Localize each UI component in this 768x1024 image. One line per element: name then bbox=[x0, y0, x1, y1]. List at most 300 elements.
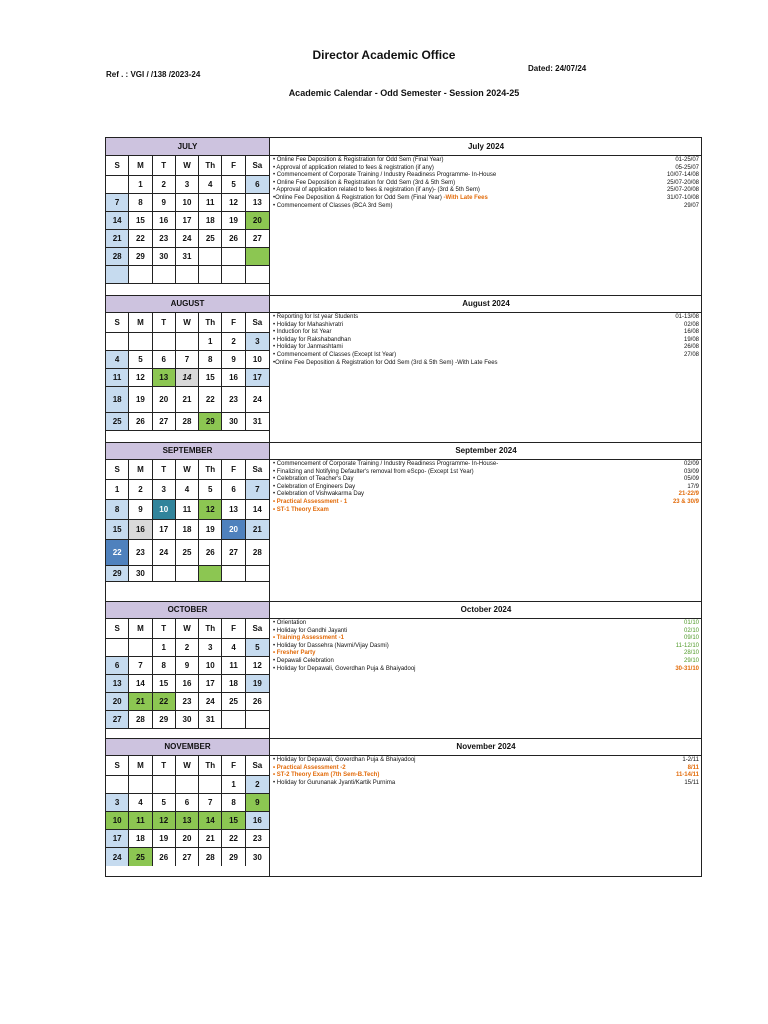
weekday-header: M bbox=[129, 460, 152, 480]
event-date: 11-14/11 bbox=[675, 772, 699, 779]
event-date: 09/10 bbox=[683, 635, 699, 642]
day-cell: 3 bbox=[246, 333, 269, 351]
day-cell: 14 bbox=[129, 675, 152, 693]
empty-day-cell bbox=[153, 333, 176, 351]
event-date: 15/11 bbox=[684, 779, 699, 786]
month-separator bbox=[106, 738, 701, 739]
weekday-header: Sa bbox=[246, 460, 269, 480]
day-cell: 24 bbox=[153, 540, 176, 566]
event-text: •Online Fee Deposition & Registration for Odd Sem (3rd & 5th Sem) -With Late Fees bbox=[273, 359, 498, 366]
day-cell: 8 bbox=[106, 500, 129, 520]
events-panel-september bbox=[270, 442, 702, 601]
weekday-header: W bbox=[176, 460, 199, 480]
month-separator bbox=[106, 442, 701, 443]
event-date: 01-25/07 bbox=[675, 157, 699, 163]
day-cell: 26 bbox=[129, 413, 152, 431]
day-cell: 20 bbox=[153, 387, 176, 413]
event-row bbox=[273, 329, 699, 337]
weekday-header: S bbox=[106, 460, 129, 480]
day-cell: 13 bbox=[246, 194, 269, 212]
event-date: 30-31/10 bbox=[675, 665, 699, 672]
event-text: • Practical Assessment -2 bbox=[273, 764, 346, 771]
empty-day-cell bbox=[199, 248, 222, 266]
event-row bbox=[273, 469, 699, 477]
event-text: • Depawali Celebration bbox=[273, 657, 334, 664]
day-cell: 22 bbox=[106, 540, 129, 566]
event-row bbox=[273, 757, 699, 765]
event-text: • Commencement of Classes (BCA 3rd Sem) bbox=[273, 202, 393, 209]
event-row bbox=[273, 172, 699, 180]
day-cell: 26 bbox=[222, 230, 245, 248]
day-cell: 11 bbox=[106, 369, 129, 387]
day-cell: 10 bbox=[199, 657, 222, 675]
empty-day-cell bbox=[199, 776, 222, 794]
events-list bbox=[270, 756, 702, 787]
day-cell: 17 bbox=[106, 830, 129, 848]
day-cell: 18 bbox=[129, 830, 152, 848]
day-cell: 16 bbox=[246, 812, 269, 830]
day-cell: 3 bbox=[153, 480, 176, 500]
office-title: Director Academic Office bbox=[312, 48, 456, 62]
day-cell: 5 bbox=[199, 480, 222, 500]
day-cell: 6 bbox=[176, 794, 199, 812]
day-cell: 22 bbox=[199, 387, 222, 413]
weekday-header: T bbox=[153, 756, 176, 776]
day-cell: 27 bbox=[246, 230, 269, 248]
day-cell: 3 bbox=[106, 794, 129, 812]
day-cell: 10 bbox=[246, 351, 269, 369]
day-cell: 30 bbox=[153, 248, 176, 266]
day-cell: 18 bbox=[199, 212, 222, 230]
event-row bbox=[273, 765, 699, 773]
day-cell: 24 bbox=[199, 693, 222, 711]
event-date: 26/08 bbox=[683, 344, 699, 351]
day-cell: 29 bbox=[106, 566, 129, 582]
empty-day-cell bbox=[246, 566, 269, 582]
day-cell: 8 bbox=[129, 194, 152, 212]
event-text: • Holiday for Dassehra (Navmi/Vijay Dasmi) bbox=[273, 642, 389, 649]
day-cell: 6 bbox=[153, 351, 176, 369]
event-text: •Online Fee Deposition & Registration for Odd Sem (Final Year) -With Late Fees bbox=[273, 194, 488, 201]
month-name: NOVEMBER bbox=[106, 738, 269, 756]
day-cell: 16 bbox=[153, 212, 176, 230]
day-cell: 1 bbox=[222, 776, 245, 794]
empty-day-cell bbox=[129, 333, 152, 351]
weekday-header: F bbox=[222, 619, 245, 639]
weekday-header: F bbox=[222, 156, 245, 176]
event-text: • Approval of application related to fees & registration (if any)- (3rd & 5th Sem) bbox=[273, 187, 480, 194]
event-text: • Approval of application related to fees & registration (if any) bbox=[273, 164, 434, 171]
events-month-title: July 2024 bbox=[270, 138, 702, 156]
weekday-header: W bbox=[176, 156, 199, 176]
event-text: • Holiday for Janmashtami bbox=[273, 344, 343, 351]
day-cell: 25 bbox=[106, 413, 129, 431]
day-cell: 30 bbox=[252, 852, 262, 862]
day-cell: 1 bbox=[199, 333, 222, 351]
day-cell: 9 bbox=[246, 794, 269, 812]
day-cell: 7 bbox=[199, 794, 222, 812]
day-cell: 17 bbox=[246, 369, 269, 387]
event-text: • Practical Assessment - 1 bbox=[273, 498, 348, 505]
day-cell: 4 bbox=[129, 794, 152, 812]
day-cell: 10 bbox=[153, 500, 176, 520]
day-cell: 13 bbox=[153, 369, 176, 387]
weekday-header: M bbox=[129, 756, 152, 776]
day-cell: 28 bbox=[129, 711, 152, 729]
day-cell: 2 bbox=[129, 480, 152, 500]
event-date: 03/09 bbox=[683, 468, 699, 475]
empty-day-cell bbox=[153, 776, 176, 794]
event-text: • Holiday for Depawali, Goverdhan Puja & Bhaiyadooj bbox=[273, 665, 416, 672]
event-row bbox=[273, 650, 699, 658]
empty-day-cell bbox=[106, 776, 129, 794]
day-cell: 16 bbox=[129, 520, 152, 540]
weekday-header: S bbox=[106, 619, 129, 639]
day-cell: 28 bbox=[199, 848, 222, 866]
event-row bbox=[273, 314, 699, 322]
empty-day-cell bbox=[176, 776, 199, 794]
events-panel-october bbox=[270, 601, 702, 738]
event-row bbox=[273, 180, 699, 188]
day-cell: 4 bbox=[106, 351, 129, 369]
event-date: 02/09 bbox=[683, 461, 699, 467]
month-name: JULY bbox=[106, 138, 269, 156]
month-calendar-july bbox=[106, 138, 270, 295]
event-row bbox=[273, 658, 699, 666]
day-cell: 8 bbox=[222, 794, 245, 812]
event-date: 21-22/9 bbox=[678, 491, 699, 498]
month-calendar-november bbox=[106, 738, 270, 876]
month-grid bbox=[106, 313, 269, 431]
weekday-header: Th bbox=[199, 313, 222, 333]
event-text: • Holiday for Gandhi Jayanti bbox=[273, 627, 348, 634]
event-row bbox=[273, 203, 699, 211]
event-row bbox=[273, 165, 699, 173]
day-cell: 19 bbox=[222, 212, 245, 230]
month-separator bbox=[106, 601, 701, 602]
day-cell: 17 bbox=[153, 520, 176, 540]
weekday-header: F bbox=[222, 460, 245, 480]
day-cell: 22 bbox=[129, 230, 152, 248]
day-cell: 13 bbox=[176, 812, 199, 830]
empty-day-cell bbox=[106, 266, 129, 284]
event-text: • Online Fee Deposition & Registration for Odd Sem (3rd & 5th Sem) bbox=[273, 179, 456, 186]
empty-day-cell bbox=[222, 266, 245, 284]
weekday-header: F bbox=[222, 756, 245, 776]
day-cell: 19 bbox=[199, 520, 222, 540]
events-list bbox=[270, 619, 702, 673]
day-cell: 11 bbox=[176, 500, 199, 520]
day-cell: 12 bbox=[246, 657, 269, 675]
month-name: OCTOBER bbox=[106, 601, 269, 619]
events-panel-november bbox=[270, 738, 702, 876]
month-grid bbox=[106, 756, 269, 866]
event-date: 17/9 bbox=[687, 483, 699, 490]
day-cell: 13 bbox=[106, 675, 129, 693]
day-cell: 23 bbox=[246, 830, 269, 848]
event-text: • Finalizing and Notifying Defaulter's removal from eScpo- (Except 1st Year) bbox=[273, 468, 474, 475]
day-cell: 5 bbox=[129, 351, 152, 369]
event-row bbox=[273, 491, 699, 499]
event-text: • Holiday for Depawali, Goverdhan Puja & Bhaiyadooj bbox=[273, 757, 416, 763]
event-date: 02/10 bbox=[683, 627, 699, 634]
day-cell: 27 bbox=[176, 848, 199, 866]
events-month-title: November 2024 bbox=[270, 738, 702, 756]
day-cell: 15 bbox=[199, 369, 222, 387]
event-row bbox=[273, 187, 699, 195]
day-cell: 15 bbox=[222, 812, 245, 830]
event-text: • Commencement of Corporate Training / Industry Readiness Programme- In-House- bbox=[273, 461, 499, 467]
weekday-header: S bbox=[106, 313, 129, 333]
event-row bbox=[273, 620, 699, 628]
day-cell: 12 bbox=[129, 369, 152, 387]
day-cell: 17 bbox=[176, 212, 199, 230]
day-cell: 25 bbox=[222, 693, 245, 711]
event-row bbox=[273, 344, 699, 352]
day-cell: 5 bbox=[153, 794, 176, 812]
event-date: 11-12/10 bbox=[675, 642, 699, 649]
reference-number: Ref . : VGI / /138 /2023-24 bbox=[106, 70, 201, 79]
weekday-header: T bbox=[153, 460, 176, 480]
day-cell: 2 bbox=[222, 333, 245, 351]
event-date: 8/11 bbox=[687, 764, 699, 771]
day-cell: 4 bbox=[199, 176, 222, 194]
events-list bbox=[270, 313, 702, 367]
day-cell: 20 bbox=[246, 212, 269, 230]
weekday-header: M bbox=[129, 619, 152, 639]
weekday-header: Th bbox=[199, 156, 222, 176]
event-row bbox=[273, 499, 699, 507]
event-row bbox=[273, 507, 699, 515]
month-separator bbox=[106, 295, 701, 296]
event-row bbox=[273, 360, 699, 368]
event-row bbox=[273, 461, 699, 469]
event-date: 19/08 bbox=[683, 336, 699, 343]
day-cell: 26 bbox=[153, 848, 176, 866]
day-cell: 21 bbox=[199, 830, 222, 848]
day-cell: 8 bbox=[153, 657, 176, 675]
day-cell: 20 bbox=[222, 520, 245, 540]
empty-day-cell bbox=[129, 639, 152, 657]
event-text: • Celebration of Engineers Day bbox=[273, 483, 356, 490]
day-cell: 16 bbox=[176, 675, 199, 693]
weekday-header: W bbox=[176, 313, 199, 333]
day-cell: 9 bbox=[129, 500, 152, 520]
day-cell: 15 bbox=[153, 675, 176, 693]
events-panel-july bbox=[270, 138, 702, 295]
event-text: • Commencement of Corporate Training / Industry Readiness Programme- In-House bbox=[273, 172, 497, 179]
event-text: • Celebration of Vishwakarma Day bbox=[273, 491, 365, 498]
day-cell: 23 bbox=[129, 540, 152, 566]
day-cell: 9 bbox=[176, 657, 199, 675]
event-text: • Orientation bbox=[273, 620, 307, 626]
month-name: AUGUST bbox=[106, 295, 269, 313]
day-cell: 24 bbox=[176, 230, 199, 248]
event-text: • Online Fee Deposition & Registration for Odd Sem (Final Year) bbox=[273, 157, 444, 163]
event-text: • Induction for Ist Year bbox=[273, 329, 332, 336]
weekday-header: S bbox=[106, 156, 129, 176]
event-date: 29/10 bbox=[683, 657, 699, 664]
event-text: • ST-1 Theory Exam bbox=[273, 506, 329, 513]
day-cell: 27 bbox=[106, 711, 129, 729]
event-date: 01/10 bbox=[683, 620, 699, 626]
event-row bbox=[273, 666, 699, 674]
day-cell: 1 bbox=[153, 639, 176, 657]
month-calendar-october bbox=[106, 601, 270, 738]
day-cell: 27 bbox=[153, 413, 176, 431]
day-cell: 23 bbox=[153, 230, 176, 248]
empty-day-cell bbox=[106, 176, 129, 194]
day-cell: 2 bbox=[176, 639, 199, 657]
event-date: 25/07-20/08 bbox=[666, 187, 699, 194]
day-cell: 3 bbox=[199, 639, 222, 657]
day-cell: 7 bbox=[106, 194, 129, 212]
events-list bbox=[270, 156, 702, 210]
event-date: 01-13/08 bbox=[675, 314, 699, 320]
event-date: 02/08 bbox=[683, 321, 699, 328]
event-row bbox=[273, 628, 699, 636]
day-cell: 17 bbox=[199, 675, 222, 693]
event-text: • Celebration of Teacher's Day bbox=[273, 476, 354, 483]
day-cell: 28 bbox=[106, 248, 129, 266]
day-cell: 18 bbox=[106, 387, 129, 413]
event-date: 23 & 30/9 bbox=[672, 498, 699, 505]
event-text: • Fresher Party bbox=[273, 650, 316, 657]
day-cell: 2 bbox=[153, 176, 176, 194]
empty-day-cell bbox=[246, 248, 269, 266]
event-date: 1-2/11 bbox=[682, 757, 699, 763]
day-cell: 12 bbox=[153, 812, 176, 830]
day-cell: 25 bbox=[176, 540, 199, 566]
day-cell: 18 bbox=[176, 520, 199, 540]
weekday-header: S bbox=[106, 756, 129, 776]
day-cell: 12 bbox=[222, 194, 245, 212]
day-cell: 22 bbox=[153, 693, 176, 711]
event-date: 16/08 bbox=[683, 329, 699, 336]
day-cell: 7 bbox=[246, 480, 269, 500]
weekday-header: Sa bbox=[246, 156, 269, 176]
day-cell: 23 bbox=[176, 693, 199, 711]
month-grid bbox=[106, 619, 269, 729]
day-cell: 15 bbox=[129, 212, 152, 230]
empty-day-cell bbox=[246, 711, 269, 729]
day-cell: 7 bbox=[176, 351, 199, 369]
day-cell: 5 bbox=[222, 176, 245, 194]
empty-day-cell bbox=[129, 776, 152, 794]
weekday-header: Sa bbox=[246, 313, 269, 333]
day-cell: 19 bbox=[129, 387, 152, 413]
day-cell: 18 bbox=[222, 675, 245, 693]
day-cell: 14 bbox=[176, 369, 199, 387]
event-text: • Reporting for Ist year Students bbox=[273, 314, 359, 320]
day-cell: 11 bbox=[199, 194, 222, 212]
event-row bbox=[273, 322, 699, 330]
weekday-header: T bbox=[153, 313, 176, 333]
event-row bbox=[273, 476, 699, 484]
event-date: 27/08 bbox=[683, 351, 699, 358]
day-cell: 9 bbox=[222, 351, 245, 369]
weekday-header: T bbox=[153, 156, 176, 176]
month-grid bbox=[106, 460, 269, 582]
empty-day-cell bbox=[106, 333, 129, 351]
day-cell: 31 bbox=[176, 248, 199, 266]
day-cell: 26 bbox=[246, 693, 269, 711]
event-text: • ST-2 Theory Exam (7th Sem-B.Tech) bbox=[273, 772, 380, 779]
day-cell: 25 bbox=[199, 230, 222, 248]
event-row bbox=[273, 484, 699, 492]
event-date: 10/07-14/08 bbox=[666, 172, 699, 179]
day-cell: 24 bbox=[246, 387, 269, 413]
event-row bbox=[273, 352, 699, 360]
month-grid bbox=[106, 156, 269, 284]
day-cell: 14 bbox=[199, 812, 222, 830]
day-cell: 1 bbox=[106, 480, 129, 500]
event-row bbox=[273, 635, 699, 643]
day-cell: 29 bbox=[129, 248, 152, 266]
calendar-subtitle: Academic Calendar - Odd Semester - Session 2024-25 bbox=[288, 88, 520, 98]
day-cell: 22 bbox=[222, 830, 245, 848]
day-cell: 30 bbox=[222, 413, 245, 431]
weekday-header: Th bbox=[199, 756, 222, 776]
empty-day-cell bbox=[176, 266, 199, 284]
empty-day-cell bbox=[222, 711, 245, 729]
day-cell: 6 bbox=[222, 480, 245, 500]
day-cell: 23 bbox=[222, 387, 245, 413]
weekday-header: M bbox=[129, 313, 152, 333]
weekday-header: Th bbox=[199, 460, 222, 480]
day-cell: 21 bbox=[246, 520, 269, 540]
day-cell: 6 bbox=[246, 176, 269, 194]
event-text: • Commencement of Classes (Except Ist Year) bbox=[273, 351, 397, 358]
day-cell: 2 bbox=[246, 776, 269, 794]
weekday-header: Th bbox=[199, 619, 222, 639]
day-cell: 9 bbox=[153, 194, 176, 212]
late-fee-label: -With Late Fees bbox=[441, 194, 488, 201]
event-date: 25/07-20/08 bbox=[666, 179, 699, 186]
empty-day-cell bbox=[176, 333, 199, 351]
day-cell: 10 bbox=[106, 812, 129, 830]
day-cell: 19 bbox=[246, 675, 269, 693]
day-cell: 13 bbox=[222, 500, 245, 520]
day-cell: 30 bbox=[176, 711, 199, 729]
day-cell: 21 bbox=[176, 387, 199, 413]
empty-day-cell bbox=[153, 566, 176, 582]
day-cell: 19 bbox=[153, 830, 176, 848]
day-cell: 21 bbox=[106, 230, 129, 248]
day-cell: 29 bbox=[222, 848, 245, 866]
day-cell: 31 bbox=[246, 413, 269, 431]
day-cell: 6 bbox=[106, 657, 129, 675]
event-row bbox=[273, 772, 699, 780]
weekday-header: Sa bbox=[246, 619, 269, 639]
event-date: 31/07-10/08 bbox=[666, 194, 699, 201]
empty-day-cell bbox=[246, 266, 269, 284]
event-date: 05/09 bbox=[683, 476, 699, 483]
empty-day-cell bbox=[222, 248, 245, 266]
day-cell: 28 bbox=[246, 540, 269, 566]
event-row bbox=[273, 157, 699, 165]
month-calendar-august bbox=[106, 295, 270, 442]
day-cell: 4 bbox=[222, 639, 245, 657]
day-cell: 29 bbox=[199, 413, 222, 431]
empty-day-cell bbox=[153, 266, 176, 284]
events-month-title: October 2024 bbox=[270, 601, 702, 619]
events-month-title: August 2024 bbox=[270, 295, 702, 313]
day-cell: 25 bbox=[129, 848, 152, 866]
day-cell: 20 bbox=[106, 693, 129, 711]
day-cell: 14 bbox=[106, 212, 129, 230]
empty-day-cell bbox=[176, 566, 199, 582]
